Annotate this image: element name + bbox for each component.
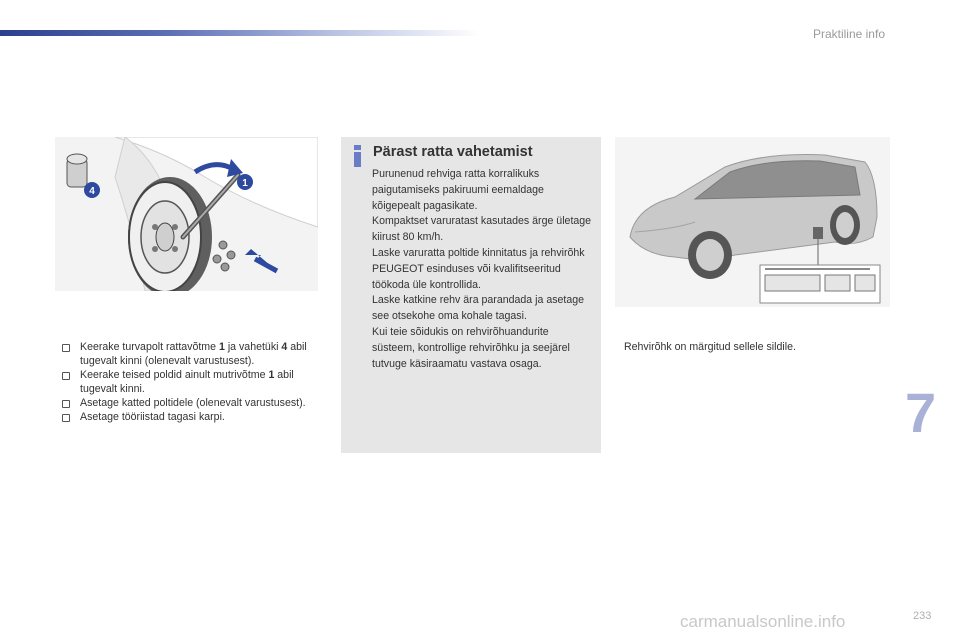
callout-1: 1	[242, 178, 248, 189]
header-accent-bar	[0, 30, 480, 36]
list-item: Asetage katted poltidele (olenevalt varustusest).	[60, 396, 325, 410]
info-paragraph: Laske varuratta poltide kinnitatus ja rehvirõhk PEUGEOT esinduses või kvalifitseeritud töökoda üle kontrollida.	[372, 246, 585, 291]
info-box-title: Pärast ratta vahetamist	[373, 144, 533, 160]
footer-watermark[interactable]: carmanualsonline.info	[680, 612, 846, 631]
section-title: Praktiline info	[812, 27, 885, 41]
info-icon	[353, 145, 362, 167]
list-item: Keerake teised poldid ainult mutrivõtme 1 abil tugevalt kinni.	[60, 368, 325, 396]
car-tire-label-illustration	[615, 137, 890, 307]
page-number: 233	[913, 610, 932, 622]
car-drawing	[615, 137, 890, 307]
chapter-number: 7	[905, 381, 937, 444]
info-box	[341, 137, 601, 453]
list-item: Asetage tööriistad tagasi karpi.	[60, 410, 325, 424]
wheel-drawing	[55, 137, 318, 291]
info-paragraph: Laske katkine rehv ära parandada ja asetage see otsekohe oma kohale tagasi.	[372, 294, 585, 323]
callout-4: 4	[89, 186, 95, 197]
info-paragraph: Kompaktset varuratast kasutades ärge ületage kiirust 80 km/h.	[372, 215, 592, 244]
car-caption: Rehvirõhk on märgitud sellele sildile.	[624, 341, 796, 353]
wheel-change-illustration	[55, 137, 318, 291]
list-item: Keerake turvapolt rattavõtme 1 ja vahetüki 4 abil tugevalt kinni (olenevalt varustusest).	[60, 340, 325, 368]
info-paragraph: Kui teie sõidukis on rehvirõhuandurite süsteem, kontrollige rehvirõhku ja seejärel tutvuge käsiraamatu vastava osaga.	[372, 325, 570, 370]
instruction-list	[60, 340, 325, 424]
info-box-body	[372, 167, 592, 372]
info-paragraph: Purunenud rehviga ratta korralikuks paigutamiseks pakiruumi eemaldage kõigepealt pagasikate.	[372, 168, 544, 212]
